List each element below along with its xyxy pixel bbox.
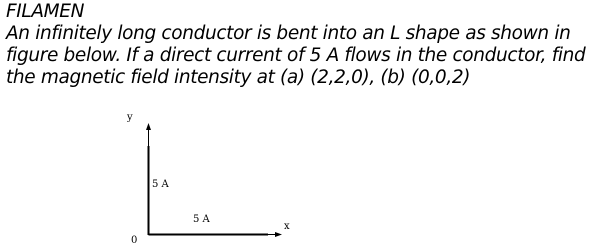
- x-axis-label: x: [284, 221, 290, 232]
- problem-line-3: the magnetic field intensity at (a) (2,2,0), (b) (0,0,2): [6, 67, 471, 88]
- y-axis-arrowhead: [146, 123, 151, 130]
- x-axis-arrowhead: [275, 232, 282, 237]
- problem-line-2: figure below. If a direct current of 5 A flows in the conductor, find: [6, 45, 586, 66]
- vertical-current-label: 5 A: [152, 179, 169, 190]
- y-axis-label: y: [127, 112, 133, 123]
- horizontal-current-label: 5 A: [193, 214, 210, 225]
- origin-label: 0: [131, 235, 138, 245]
- problem-line-1: An infinitely long conductor is bent into an L shape as shown in: [6, 23, 571, 44]
- problem-heading: FILAMEN: [6, 1, 85, 22]
